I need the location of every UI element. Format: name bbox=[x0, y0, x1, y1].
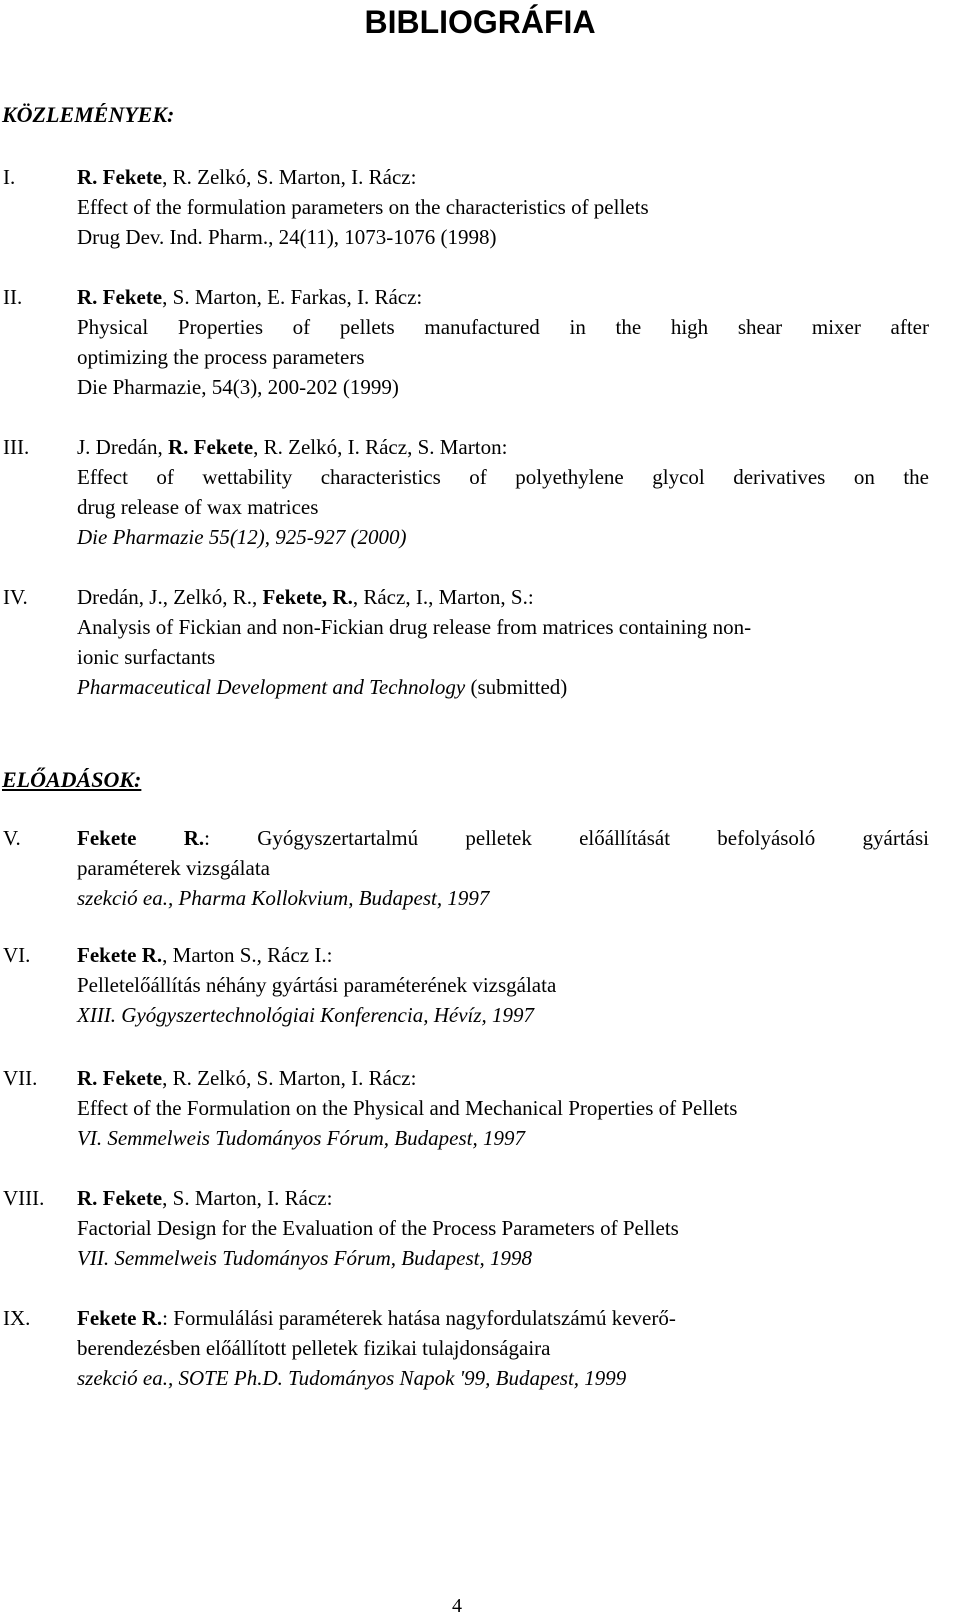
entry-title-line: berendezésben előállított pelletek fizikai tulajdonságaira bbox=[77, 1336, 551, 1360]
entry-number: VII. bbox=[3, 1066, 38, 1090]
source-text: Die Pharmazie 55(12), 925-927 (2000) bbox=[77, 525, 407, 549]
entry-source bbox=[77, 1123, 929, 1153]
entry-title-line: Effect of the Formulation on the Physical and Mechanical Properties of Pellets bbox=[77, 1096, 738, 1120]
presentations-heading: ELŐADÁSOK: bbox=[2, 767, 142, 792]
page-number: 4 bbox=[452, 1595, 462, 1617]
author-text: , R. Zelkó, S. Marton, I. Rácz: bbox=[162, 1066, 417, 1090]
author-text: , S. Marton, I. Rácz: bbox=[162, 1186, 333, 1210]
author-text: Dredán, J., Zelkó, R., bbox=[77, 585, 263, 609]
author-highlight: Fekete R. bbox=[77, 943, 163, 967]
entry-title-line: Analysis of Fickian and non-Fickian drug release from matrices containing non- bbox=[77, 615, 752, 639]
entry-body bbox=[77, 1063, 929, 1153]
entry-number: I. bbox=[3, 165, 16, 189]
author-text: : Gyógyszertartalmú pelletek előállítását befolyásoló gyártási bbox=[204, 826, 929, 850]
entry-authors bbox=[77, 1183, 929, 1213]
entry-body bbox=[77, 823, 929, 913]
entry-number: IX. bbox=[3, 1306, 31, 1330]
source-text: VII. Semmelweis Tudományos Fórum, Budapest, 1998 bbox=[77, 1246, 532, 1270]
entry-authors bbox=[77, 1063, 929, 1093]
entry-authors bbox=[77, 1303, 929, 1333]
source-text: (submitted) bbox=[465, 675, 568, 699]
entry-authors bbox=[77, 432, 929, 462]
entry-source bbox=[77, 883, 929, 913]
author-highlight: R. Fekete bbox=[77, 285, 163, 309]
entry-title-line: Effect of the formulation parameters on the characteristics of pellets bbox=[77, 195, 649, 219]
author-text: , R. Zelkó, I. Rácz, S. Marton: bbox=[253, 435, 508, 459]
entry-title-line: Factorial Design for the Evaluation of the Process Parameters of Pellets bbox=[77, 1216, 679, 1240]
entry-number: IV. bbox=[3, 585, 28, 609]
entry-source bbox=[77, 222, 929, 252]
entry-title-line: Effect of wettability characteristics of polyethylene glycol derivatives on the bbox=[77, 465, 929, 489]
entry-title-line: paraméterek vizsgálata bbox=[77, 856, 270, 880]
entry-body bbox=[77, 282, 929, 402]
author-text: , Marton S., Rácz I.: bbox=[162, 943, 333, 967]
source-text: Pharmaceutical Development and Technology bbox=[77, 675, 466, 699]
entry-source bbox=[77, 672, 929, 702]
author-text: , Rácz, I., Marton, S.: bbox=[352, 585, 534, 609]
entry-number: III. bbox=[3, 435, 30, 459]
entry-authors bbox=[77, 940, 929, 970]
source-text: Drug Dev. Ind. Pharm., 24(11), 1073-1076 (1998) bbox=[77, 225, 497, 249]
author-text: J. Dredán, bbox=[77, 435, 168, 459]
entry-body bbox=[77, 432, 929, 552]
author-text: , R. Zelkó, S. Marton, I. Rácz: bbox=[162, 165, 417, 189]
entry-source bbox=[77, 1243, 929, 1273]
entry-number: V. bbox=[3, 826, 21, 850]
entry-source bbox=[77, 1363, 929, 1393]
entry-authors bbox=[77, 582, 929, 612]
entry-number: VI. bbox=[3, 943, 31, 967]
author-highlight: Fekete, R. bbox=[262, 585, 353, 609]
author-text: , S. Marton, E. Farkas, I. Rácz: bbox=[162, 285, 423, 309]
author-highlight: R. Fekete bbox=[77, 165, 163, 189]
entry-title-line: Physical Properties of pellets manufactured in the high shear mixer after bbox=[77, 315, 929, 339]
source-text: XIII. Gyógyszertechnológiai Konferencia, Hévíz, 1997 bbox=[77, 1003, 535, 1027]
author-highlight: Fekete R. bbox=[77, 826, 205, 850]
source-text: VI. Semmelweis Tudományos Fórum, Budapest, 1997 bbox=[77, 1126, 525, 1150]
author-highlight: R. Fekete bbox=[77, 1066, 163, 1090]
entry-title-line: optimizing the process parameters bbox=[77, 345, 365, 369]
entry-body bbox=[77, 940, 929, 1030]
entry-body bbox=[77, 1303, 929, 1393]
author-text: : Formulálási paraméterek hatása nagyfordulatszámú keverő- bbox=[162, 1306, 676, 1330]
entry-title-line: ionic surfactants bbox=[77, 645, 216, 669]
author-highlight: R. Fekete bbox=[167, 435, 254, 459]
entry-source bbox=[77, 522, 929, 552]
author-highlight: R. Fekete bbox=[77, 1186, 163, 1210]
source-text: Die Pharmazie, 54(3), 200-202 (1999) bbox=[77, 375, 399, 399]
entry-body bbox=[77, 162, 929, 252]
publications-heading: KÖZLEMÉNYEK: bbox=[2, 102, 175, 127]
entry-source bbox=[77, 1000, 929, 1030]
source-text: szekció ea., SOTE Ph.D. Tudományos Napok '99, Budapest, 1999 bbox=[77, 1366, 627, 1390]
entry-title-line: Pelletelőállítás néhány gyártási paraméterének vizsgálata bbox=[77, 973, 557, 997]
author-highlight: Fekete R. bbox=[77, 1306, 163, 1330]
entry-body bbox=[77, 1183, 929, 1273]
entry-authors bbox=[77, 823, 929, 853]
page-title: BIBLIOGRÁFIA bbox=[364, 4, 596, 40]
entry-body bbox=[77, 582, 929, 702]
entry-title-line: drug release of wax matrices bbox=[77, 495, 319, 519]
entry-authors bbox=[77, 162, 929, 192]
source-text: szekció ea., Pharma Kollokvium, Budapest, 1997 bbox=[77, 886, 490, 910]
entry-source bbox=[77, 372, 929, 402]
entry-number: VIII. bbox=[3, 1186, 45, 1210]
entry-authors bbox=[77, 282, 929, 312]
entry-number: II. bbox=[3, 285, 23, 309]
